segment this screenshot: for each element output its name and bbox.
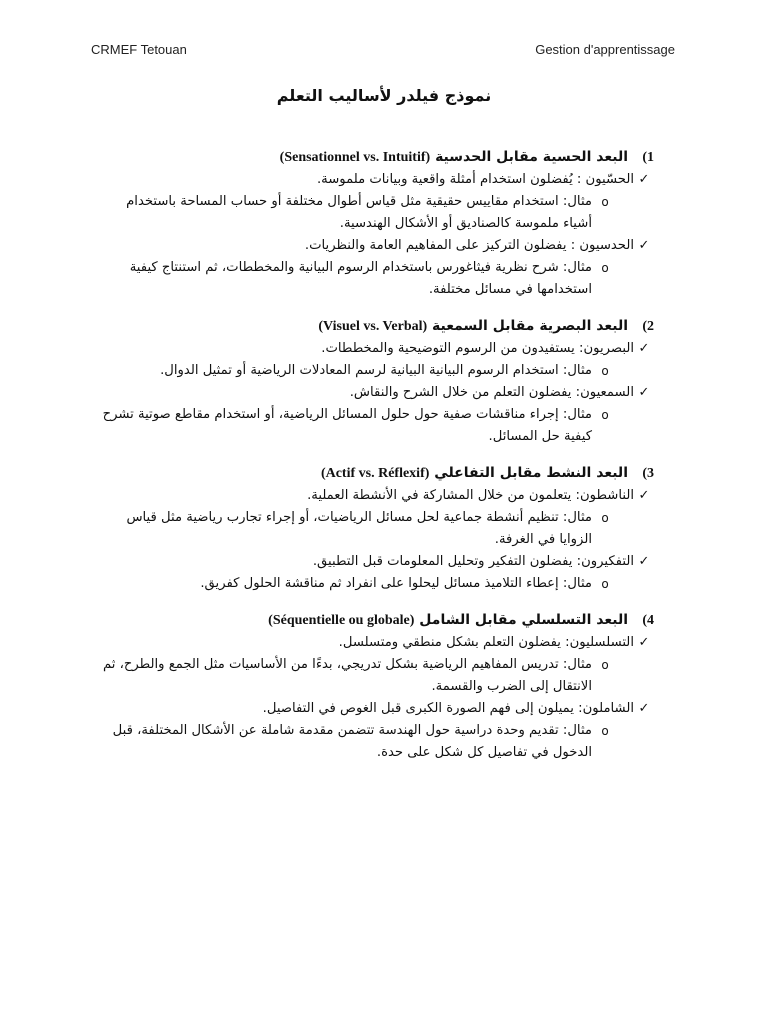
document-title: نموذج فيلدر لأساليب التعلم bbox=[276, 86, 492, 105]
section-list bbox=[94, 169, 654, 301]
list-item: ✓ الناشطون: يتعلمون من خلال المشاركة في الأنشطة العملية. bbox=[94, 485, 654, 507]
section-heading bbox=[94, 315, 654, 338]
section-list bbox=[94, 338, 654, 448]
section-title-arabic: البعد التسلسلي مقابل الشامل bbox=[419, 612, 628, 628]
section-title-latin: (Séquentielle ou globale) bbox=[268, 613, 415, 628]
checkmark-icon: ✓ bbox=[638, 385, 650, 400]
document-body bbox=[94, 146, 654, 778]
checkmark-icon: ✓ bbox=[638, 341, 650, 356]
circle-bullet-icon: o bbox=[601, 658, 609, 672]
section-title-latin: (Sensationnel vs. Intuitif) bbox=[279, 150, 431, 165]
section-title-arabic: البعد البصرية مقابل السمعية bbox=[432, 318, 628, 334]
list-item: ✓ الحسّيون : يُفضلون استخدام أمثلة واقعية وبيانات ملموسة. bbox=[94, 169, 654, 191]
section-active-reflective bbox=[94, 462, 654, 595]
list-item: o مثال: تدريس المفاهيم الرياضية بشكل تدريجي، بدءًا من الأساسيات مثل الجمع والطرح، ثم الانتقال إلى الضرب والقسمة. bbox=[94, 654, 654, 698]
circle-bullet-icon: o bbox=[601, 364, 609, 378]
list-item: ✓ التفكيرون: يفضلون التفكير وتحليل المعلومات قبل التطبيق. bbox=[94, 551, 654, 573]
checkmark-icon: ✓ bbox=[638, 172, 650, 187]
circle-bullet-icon: o bbox=[601, 577, 609, 591]
circle-bullet-icon: o bbox=[601, 511, 609, 525]
list-item: o مثال: إعطاء التلاميذ مسائل ليحلوا على انفراد ثم مناقشة الحلول كفريق. bbox=[94, 573, 654, 595]
section-number: 4) bbox=[642, 613, 654, 628]
header-institution: CRMEF Tetouan bbox=[91, 42, 187, 57]
list-item: o مثال: إجراء مناقشات صفية حول حلول المسائل الرياضية، أو استخدام مقاطع صوتية تشرح كيفية حل المسائل. bbox=[94, 404, 654, 448]
section-heading bbox=[94, 609, 654, 632]
list-item: o مثال: استخدام مقاييس حقيقية مثل قياس أطوال مختلفة أو حساب المساحة باستخدام أشياء ملموسة كالصناديق أو الأشكال الهندسية. bbox=[94, 191, 654, 235]
list-item: ✓ التسلسليون: يفضلون التعلم بشكل منطقي ومتسلسل. bbox=[94, 632, 654, 654]
section-heading bbox=[94, 146, 654, 169]
section-title-arabic: البعد النشط مقابل التفاعلي bbox=[434, 465, 628, 481]
section-number: 1) bbox=[642, 150, 654, 165]
circle-bullet-icon: o bbox=[601, 261, 609, 275]
list-item: o مثال: تنظيم أنشطة جماعية لحل مسائل الرياضيات، أو إجراء تجارب رياضية مثل قياس الزوايا في الغرفة. bbox=[94, 507, 654, 551]
checkmark-icon: ✓ bbox=[638, 635, 650, 650]
checkmark-icon: ✓ bbox=[638, 701, 650, 716]
list-item: ✓ السمعيون: يفضلون التعلم من خلال الشرح والنقاش. bbox=[94, 382, 654, 404]
list-item: o مثال: شرح نظرية فيثاغورس باستخدام الرسوم البيانية والمخططات، ثم استنتاج كيفية استخدامها في مسائل مختلفة. bbox=[94, 257, 654, 301]
list-item: ✓ الحدسيون : يفضلون التركيز على المفاهيم العامة والنظريات. bbox=[94, 235, 654, 257]
page-header bbox=[91, 42, 675, 57]
section-number: 2) bbox=[642, 319, 654, 334]
circle-bullet-icon: o bbox=[601, 408, 609, 422]
section-list bbox=[94, 485, 654, 595]
checkmark-icon: ✓ bbox=[638, 554, 650, 569]
header-course: Gestion d'apprentissage bbox=[535, 42, 675, 57]
section-sensing-intuitive bbox=[94, 146, 654, 301]
circle-bullet-icon: o bbox=[601, 724, 609, 738]
section-sequential-global bbox=[94, 609, 654, 764]
list-item: ✓ البصريون: يستفيدون من الرسوم التوضيحية والمخططات. bbox=[94, 338, 654, 360]
section-list bbox=[94, 632, 654, 764]
section-title-latin: (Actif vs. Réflexif) bbox=[320, 466, 430, 481]
list-item: o مثال: تقديم وحدة دراسية حول الهندسة تتضمن مقدمة شاملة عن الأشكال المختلفة، قبل الدخول في تفاصيل كل شكل على حدة. bbox=[94, 720, 654, 764]
section-visual-verbal bbox=[94, 315, 654, 448]
checkmark-icon: ✓ bbox=[638, 488, 650, 503]
section-number: 3) bbox=[642, 466, 654, 481]
section-heading bbox=[94, 462, 654, 485]
list-item: o مثال: استخدام الرسوم البيانية البيانية لرسم المعادلات الرياضية أو تمثيل الدوال. bbox=[94, 360, 654, 382]
list-item: ✓ الشاملون: يميلون إلى فهم الصورة الكبرى قبل الغوص في التفاصيل. bbox=[94, 698, 654, 720]
section-title-arabic: البعد الحسية مقابل الحدسية bbox=[435, 149, 628, 165]
checkmark-icon: ✓ bbox=[638, 238, 650, 253]
section-title-latin: (Visuel vs. Verbal) bbox=[318, 319, 428, 334]
circle-bullet-icon: o bbox=[601, 195, 609, 209]
